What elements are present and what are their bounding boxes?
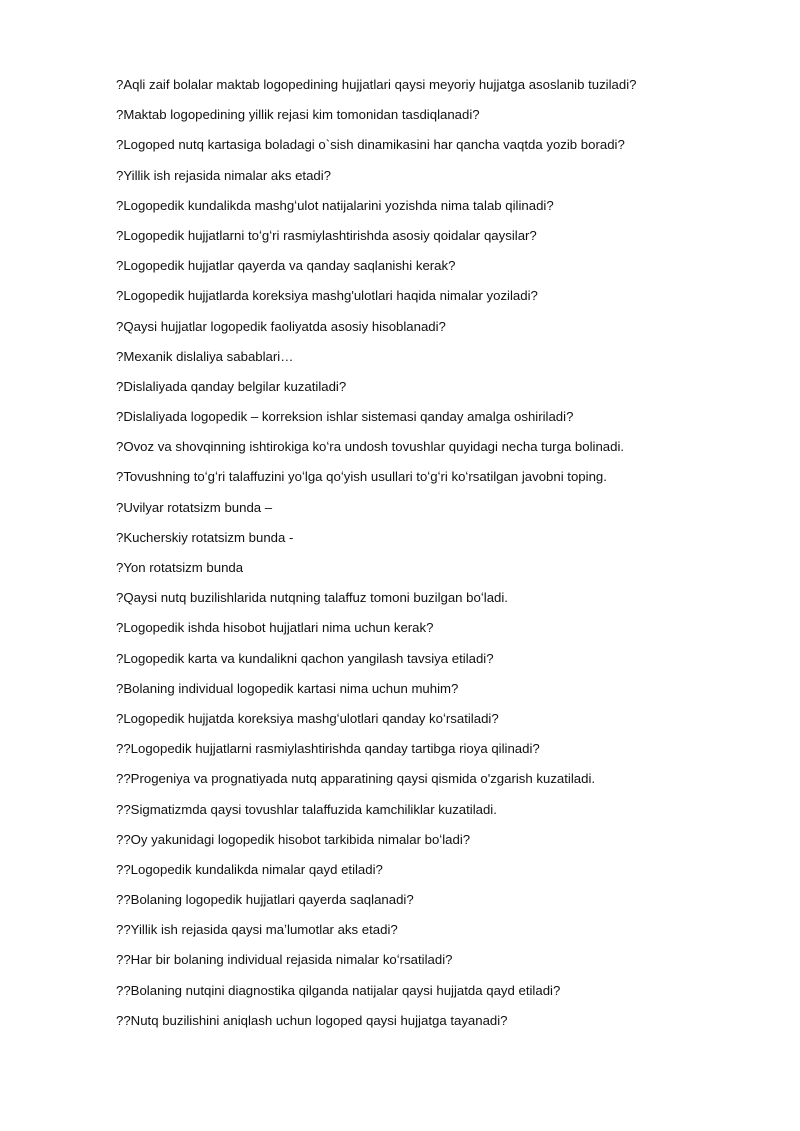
question-line: ??Nutq buzilishini aniqlash uchun logoped qaysi hujjatga tayanadi?: [116, 1012, 508, 1028]
question-line: ??Bolaning logopedik hujjatlari qayerda saqlanadi?: [116, 892, 414, 908]
question-line: ?Logopedik hujjatda koreksiya mashgʻulotlari qanday koʻrsatiladi?: [116, 710, 499, 726]
question-line: ??Logopedik hujjatlarni rasmiylashtirishda qanday tartibga rioya qilinadi?: [116, 741, 540, 757]
question-line: ?Qaysi nutq buzilishlarida nutqning talaffuz tomoni buzilgan boʻladi.: [116, 590, 508, 606]
question-line: ?Yillik ish rejasida nimalar aks etadi?: [116, 167, 332, 183]
question-line: ??Logopedik kundalikda nimalar qayd etiladi?: [116, 861, 383, 877]
question-line: ?Maktab logopedining yillik rejasi kim tomonidan tasdiqlanadi?: [116, 107, 480, 123]
question-line: ?Yon rotatsizm bunda: [116, 560, 244, 575]
question-line: ??Har bir bolaning individual rejasida nimalar koʻrsatiladi?: [116, 952, 453, 968]
question-line: ?Uvilyar rotatsizm bunda –: [116, 499, 273, 515]
question-line: ?Logopedik kundalikda mashgʻulot natijalarini yozishda nima talab qilinadi?: [116, 197, 554, 213]
question-line: ?Tovushning toʻgʻri talaffuzini yoʻlga qoʻyish usullari toʻgʻri koʻrsatilgan javobni toping.: [116, 469, 607, 485]
question-line: ??Yillik ish rejasida qaysi maʼlumotlar aks etadi?: [116, 922, 398, 938]
question-line: ?Dislaliyada logopedik – korreksion ishlar sistemasi qanday amalga oshiriladi?: [116, 409, 574, 425]
question-line: ??Sigmatizmda qaysi tovushlar talaffuzida kamchiliklar kuzatiladi.: [116, 801, 497, 817]
question-line: ?Mexanik dislaliya sabablari…: [116, 348, 294, 364]
question-line: ??Progeniya va prognatiyada nutq apparatining qaysi qismida o'zgarish kuzatiladi.: [116, 771, 596, 787]
question-line: ??Bolaning nutqini diagnostika qilganda natijalar qaysi hujjatda qayd etiladi?: [116, 982, 561, 998]
question-line: ?Logopedik hujjatlar qayerda va qanday saqlanishi kerak?: [116, 258, 456, 274]
question-line: ?Kucherskiy rotatsizm bunda -: [116, 529, 294, 545]
question-line: ?Logopedik karta va kundalikni qachon yangilash tavsiya etiladi?: [116, 650, 494, 666]
question-line: ?Bolaning individual logopedik kartasi nima uchun muhim?: [116, 680, 459, 696]
question-line: ?Logopedik ishda hisobot hujjatlari nima uchun kerak?: [116, 620, 434, 636]
question-line: ??Oy yakunidagi logopedik hisobot tarkibida nimalar boʻladi?: [116, 831, 471, 847]
question-line: ?Qaysi hujjatlar logopedik faoliyatda asosiy hisoblanadi?: [116, 318, 446, 334]
question-line: ?Aqli zaif bolalar maktab logopedining hujjatlari qaysi meyoriy hujjatga asoslanib tuziladi?: [116, 77, 637, 92]
question-line: ?Logopedik hujjatlarda koreksiya mashg'ulotlari haqida nimalar yoziladi?: [116, 288, 538, 304]
question-line: ?Dislaliyada qanday belgilar kuzatiladi?: [116, 378, 347, 394]
question-line: ?Logopedik hujjatlarni toʻgʻri rasmiylashtirishda asosiy qoidalar qaysilar?: [116, 227, 537, 243]
question-list: [116, 75, 776, 1041]
question-line: ?Logoped nutq kartasiga boladagi o`sish dinamikasini har qancha vaqtda yozib boradi?: [116, 137, 625, 153]
question-line: ?Ovoz va shovqinning ishtirokiga koʻra undosh tovushlar quyidagi necha turga bolinadi.: [116, 439, 625, 455]
